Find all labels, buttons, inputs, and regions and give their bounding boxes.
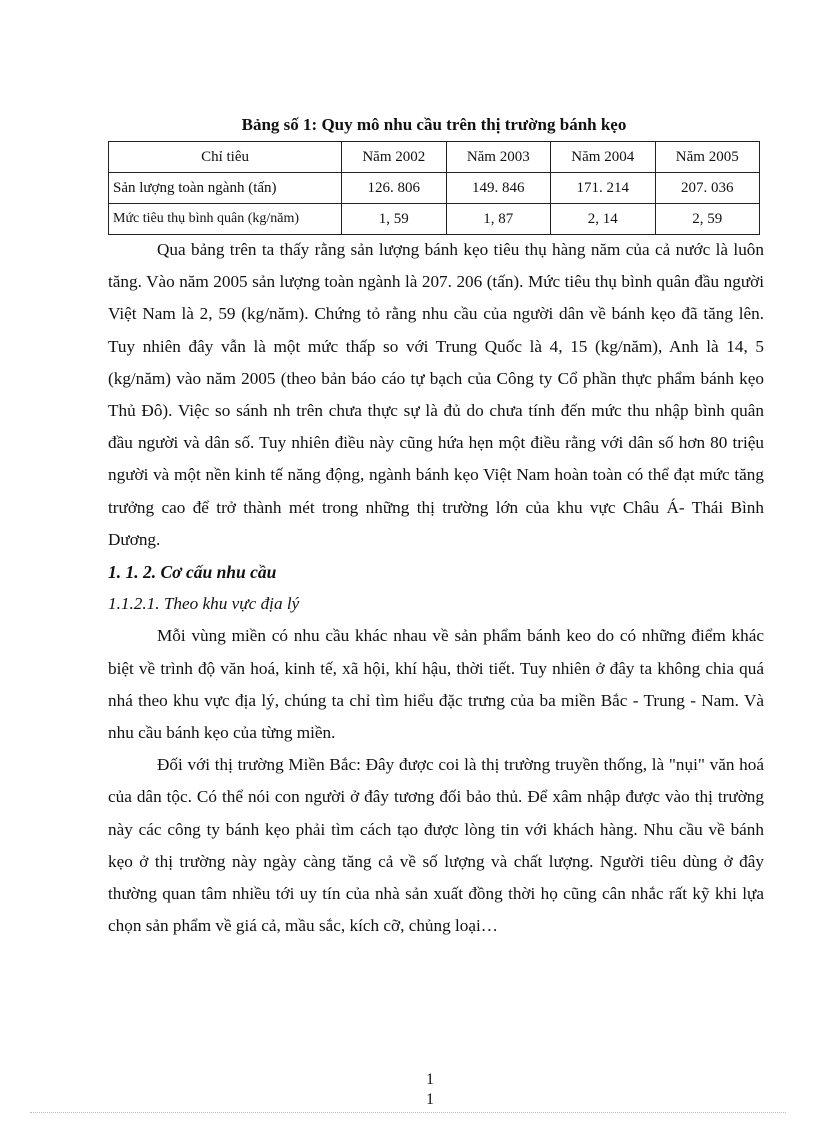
table-cell: 1, 59 xyxy=(342,204,446,235)
paragraph-northern-market: Đối với thị trường Miền Bắc: Đây được coi là thị trường truyền thống, là "nụi" văn hoá của dân tộc. Có thể nói con người ở đây tương đối bảo thủ. Để xâm nhập được vào thị trường này các công ty bánh kẹo phải tìm cách tạo được lòng tin với khách hàng. Nhu cầu về bánh kẹo ở thị trường này ngày càng tăng cả về số lượng và chất lượng. Người tiêu dùng ở đây thường quan tâm nhiều tới uy tín của nhà sản xuất đồng thời họ cũng cân nhắc rất kỹ khi lựa chọn sản phẩm về giá cả, mầu sắc, kích cỡ, chủng loại… xyxy=(108,755,764,936)
section-heading: 1. 1. 2. Cơ cấu nhu cầu xyxy=(108,562,277,583)
page-number: 1 xyxy=(426,1071,434,1088)
table-header-cell: Năm 2003 xyxy=(446,142,550,173)
paragraph-table-analysis: Qua bảng trên ta thấy rằng sản lượng bánh kẹo tiêu thụ hàng năm của cả nước là luôn tăng. Vào năm 2005 sản lượng toàn ngành là 207. 206 (tấn). Mức tiêu thụ bình quân đầu người Việt Nam là 2, 59 (kg/năm). Chứng tỏ rằng nhu cầu của người dân về bánh kẹo đã tăng lên. Tuy nhiên đây vẫn là một mức thấp so với Trung Quốc là 4, 15 (kg/năm), Anh là 14, 5 (kg/năm) vào năm 2005 (theo bản báo cáo tự bạch của Công ty Cổ phần thực phẩm bánh kẹo Thủ Đô). Việc so sánh nh trên chưa thực sự là đủ do chưa tính đến mức thu nhập bình quân đầu người và dân số. Tuy nhiên điều này cũng hứa hẹn một điều rằng với dân số hơn 80 triệu người và một nền kinh tế năng động, ngành bánh kẹo Việt Nam hoàn toàn có thể đạt mức tăng trưởng cao để trở thành mét trong những thị trường lớn của khu vực Châu Á- Thái Bình Dương. xyxy=(108,240,764,549)
subsection-heading: 1.1.2.1. Theo khu vực địa lý xyxy=(108,594,300,614)
table-cell: 171. 214 xyxy=(551,173,655,204)
table-cell-label: Sản lượng toàn ngành (tấn) xyxy=(109,173,342,204)
footer-divider xyxy=(30,1112,786,1113)
table-header-cell: Năm 2004 xyxy=(551,142,655,173)
table-cell: 126. 806 xyxy=(342,173,446,204)
page-number: 1 xyxy=(426,1091,434,1108)
demand-scale-table xyxy=(108,141,760,235)
table-header-row xyxy=(109,142,760,173)
paragraph-regional-demand: Mỗi vùng miền có nhu cầu khác nhau về sản phẩm bánh keo do có những điểm khác biệt về trình độ văn hoá, kinh tế, xã hội, khí hậu, thời tiết. Tuy nhiên ở đây ta không chia quá nhá theo khu vực địa lý, chúng ta chỉ tìm hiểu đặc trưng của ba miền Bắc - Trung - Nam. Và nhu cầu bánh kẹo của từng miền. xyxy=(108,626,764,743)
table-cell: 207. 036 xyxy=(655,173,760,204)
table-header-cell: Chỉ tiêu xyxy=(109,142,342,173)
body-text xyxy=(108,234,764,942)
table-cell: 2, 59 xyxy=(655,204,760,235)
table-row xyxy=(109,204,760,235)
table-header-cell: Năm 2002 xyxy=(342,142,446,173)
table-cell: 2, 14 xyxy=(551,204,655,235)
table-cell: 1, 87 xyxy=(446,204,550,235)
table-cell-label: Mức tiêu thụ bình quân (kg/năm) xyxy=(109,204,342,235)
table-row xyxy=(109,173,760,204)
table-cell: 149. 846 xyxy=(446,173,550,204)
table-header-cell: Năm 2005 xyxy=(655,142,760,173)
table-caption: Bảng số 1: Quy mô nhu cầu trên thị trường bánh kẹo xyxy=(241,115,627,134)
